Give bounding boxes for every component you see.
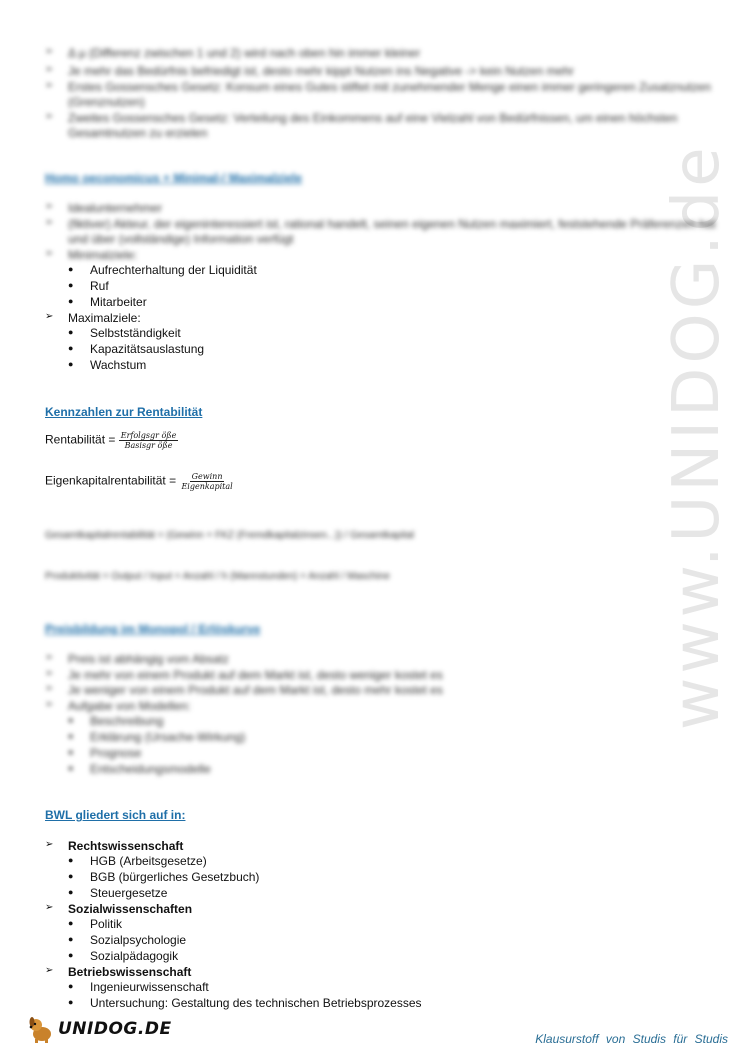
list-item: Ingenieurwissenschaft bbox=[90, 980, 209, 994]
text-line: Je mehr von einem Produkt auf dem Markt ist, desto weniger kostet es bbox=[68, 668, 443, 682]
list-item: Aufrechterhaltung der Liquidität bbox=[90, 263, 257, 277]
arrow-bullet: ➢ bbox=[45, 201, 54, 212]
dot-bullet: ● bbox=[68, 934, 74, 944]
list-item: Selbstständigkeit bbox=[90, 326, 181, 340]
list-item: Prognose bbox=[90, 746, 142, 760]
fraction bbox=[119, 431, 179, 450]
text-line: Je weniger von einem Produkt auf dem Markt ist, desto mehr kostet es bbox=[68, 683, 443, 697]
arrow-bullet: ➢ bbox=[45, 46, 54, 57]
dot-bullet: ● bbox=[68, 997, 74, 1007]
text-line: Erstes Gossensches Gesetz: Konsum eines Gutes stiftet mit zunehmender Menge einen immer geringeren Zusatznutzen bbox=[68, 80, 711, 94]
dot-bullet: ● bbox=[68, 731, 74, 741]
arrow-bullet: ➢ bbox=[45, 699, 54, 710]
list-item: Erklärung (Ursache-Wirkung) bbox=[90, 730, 246, 744]
fraction bbox=[179, 472, 234, 491]
arrow-bullet: ➢ bbox=[45, 965, 54, 976]
dot-bullet: ● bbox=[68, 296, 74, 306]
text-line: (fiktiver) Akteur, der eigeninteressiert ist, rational handelt, seinen eigenen Nutzen maximiert, feststehende Präferenzen hat bbox=[68, 217, 716, 231]
list-item: Sozialpsychologie bbox=[90, 933, 187, 947]
list-item: Beschreibung bbox=[90, 714, 164, 728]
arrow-bullet: ➢ bbox=[45, 80, 54, 91]
text-line: Preis ist abhängig vom Absatz bbox=[68, 652, 229, 666]
group-title-sozialwissenschaften: Sozialwissenschaften bbox=[68, 902, 193, 916]
arrow-bullet: ➢ bbox=[45, 902, 54, 913]
dot-bullet: ● bbox=[68, 855, 74, 865]
text-line: Je mehr das Bedürfnis befriedigt ist, desto mehr kippt Nutzen ins Negative -> kein Nutzen mehr bbox=[68, 64, 574, 78]
dot-bullet: ● bbox=[68, 763, 74, 773]
numerator: Erfolgsgr öße bbox=[120, 431, 177, 440]
dot-bullet: ● bbox=[68, 747, 74, 757]
footer-slogan: Klausurstoff von Studis für Studis bbox=[535, 1032, 728, 1046]
dog-icon bbox=[26, 1014, 56, 1044]
list-item: BGB (bürgerliches Gesetzbuch) bbox=[90, 870, 260, 884]
section-heading-kennzahlen: Kennzahlen zur Rentabilität bbox=[45, 405, 203, 419]
arrow-bullet: ➢ bbox=[45, 111, 54, 122]
logo-text: UNIDOG.DE bbox=[58, 1019, 172, 1039]
section-heading-bwl: BWL gliedert sich auf in: bbox=[45, 808, 186, 822]
text-line: und über (vollständige) Information verfügt bbox=[68, 232, 294, 246]
maximal-label: Maximalziele: bbox=[68, 311, 141, 325]
dot-bullet: ● bbox=[68, 981, 74, 991]
arrow-bullet: ➢ bbox=[45, 683, 54, 694]
list-item: Mitarbeiter bbox=[90, 295, 147, 309]
list-item: Sozialpädagogik bbox=[90, 949, 179, 963]
group-title-betriebswissenschaft: Betriebswissenschaft bbox=[68, 965, 192, 979]
section-heading-preis: Preisbildung im Monopol / Erlöskurve bbox=[45, 622, 261, 636]
dot-bullet: ● bbox=[68, 343, 74, 353]
dot-bullet: ● bbox=[68, 887, 74, 897]
list-item: HGB (Arbeitsgesetze) bbox=[90, 854, 207, 868]
numerator: Gewinn bbox=[191, 472, 223, 481]
formula-gesamtkapitalrentabilitaet: Gesamtkapitalrentabilität = (Gewinn + FKZ (Fremdkapitalzinsen...)) / Gesamtkapital bbox=[45, 530, 415, 541]
denominator: Eigenkapital bbox=[181, 482, 233, 491]
arrow-bullet: ➢ bbox=[45, 311, 54, 322]
text-line: Δ µ (Differenz zwischen 1 und 2) wird nach oben hin immer kleiner bbox=[68, 46, 421, 60]
formula-eigenkapitalrentabilitaet bbox=[45, 472, 235, 491]
dot-bullet: ● bbox=[68, 327, 74, 337]
dot-bullet: ● bbox=[68, 359, 74, 369]
list-item: Untersuchung: Gestaltung des technischen Betriebsprozesses bbox=[90, 996, 422, 1010]
unidog-logo bbox=[26, 1014, 172, 1044]
formula-rentabilitaet bbox=[45, 431, 178, 450]
list-item: Wachstum bbox=[90, 358, 147, 372]
text-line: Idealunternehmer bbox=[68, 201, 163, 215]
denominator: Basisgr öße bbox=[124, 441, 173, 450]
section-heading-homo: Homo oeconomicus + Minimal-/ Maximalziele bbox=[45, 171, 303, 185]
group-title-rechtswissenschaft: Rechtswissenschaft bbox=[68, 839, 184, 853]
text-line: Gesamtnutzen zu erzielen bbox=[68, 126, 208, 140]
arrow-bullet: ➢ bbox=[45, 839, 54, 850]
list-item: Steuergesetze bbox=[90, 886, 168, 900]
dot-bullet: ● bbox=[68, 264, 74, 274]
text-line: Minimalziele: bbox=[68, 248, 138, 262]
text-line: (Grenznutzen) bbox=[68, 95, 145, 109]
formula-label: Eigenkapitalrentabilität = bbox=[45, 473, 177, 488]
formula-label: Rentabilität = bbox=[45, 432, 116, 447]
arrow-bullet: ➢ bbox=[45, 652, 54, 663]
list-item: Ruf bbox=[90, 279, 109, 293]
arrow-bullet: ➢ bbox=[45, 64, 54, 75]
arrow-bullet: ➢ bbox=[45, 248, 54, 259]
watermark: www.UNIDOG.de bbox=[660, 143, 734, 730]
arrow-bullet: ➢ bbox=[45, 217, 54, 228]
list-item: Entscheidungsmodelle bbox=[90, 762, 211, 776]
text-line: Aufgabe von Modellen: bbox=[68, 699, 191, 713]
dot-bullet: ● bbox=[68, 918, 74, 928]
formula-produktivitaet: Produktivität = Output / Input = Anzahl / h (Mannstunden) = Anzahl / Maschine bbox=[45, 571, 390, 582]
list-item: Politik bbox=[90, 917, 123, 931]
arrow-bullet: ➢ bbox=[45, 668, 54, 679]
dot-bullet: ● bbox=[68, 871, 74, 881]
dot-bullet: ● bbox=[68, 950, 74, 960]
list-item: Kapazitätsauslastung bbox=[90, 342, 205, 356]
text-line: Zweites Gossensches Gesetz: Verteilung des Einkommens auf eine Vielzahl von Bedürfnissen, um einen höchsten bbox=[68, 111, 678, 125]
dot-bullet: ● bbox=[68, 715, 74, 725]
dot-bullet: ● bbox=[68, 280, 74, 290]
